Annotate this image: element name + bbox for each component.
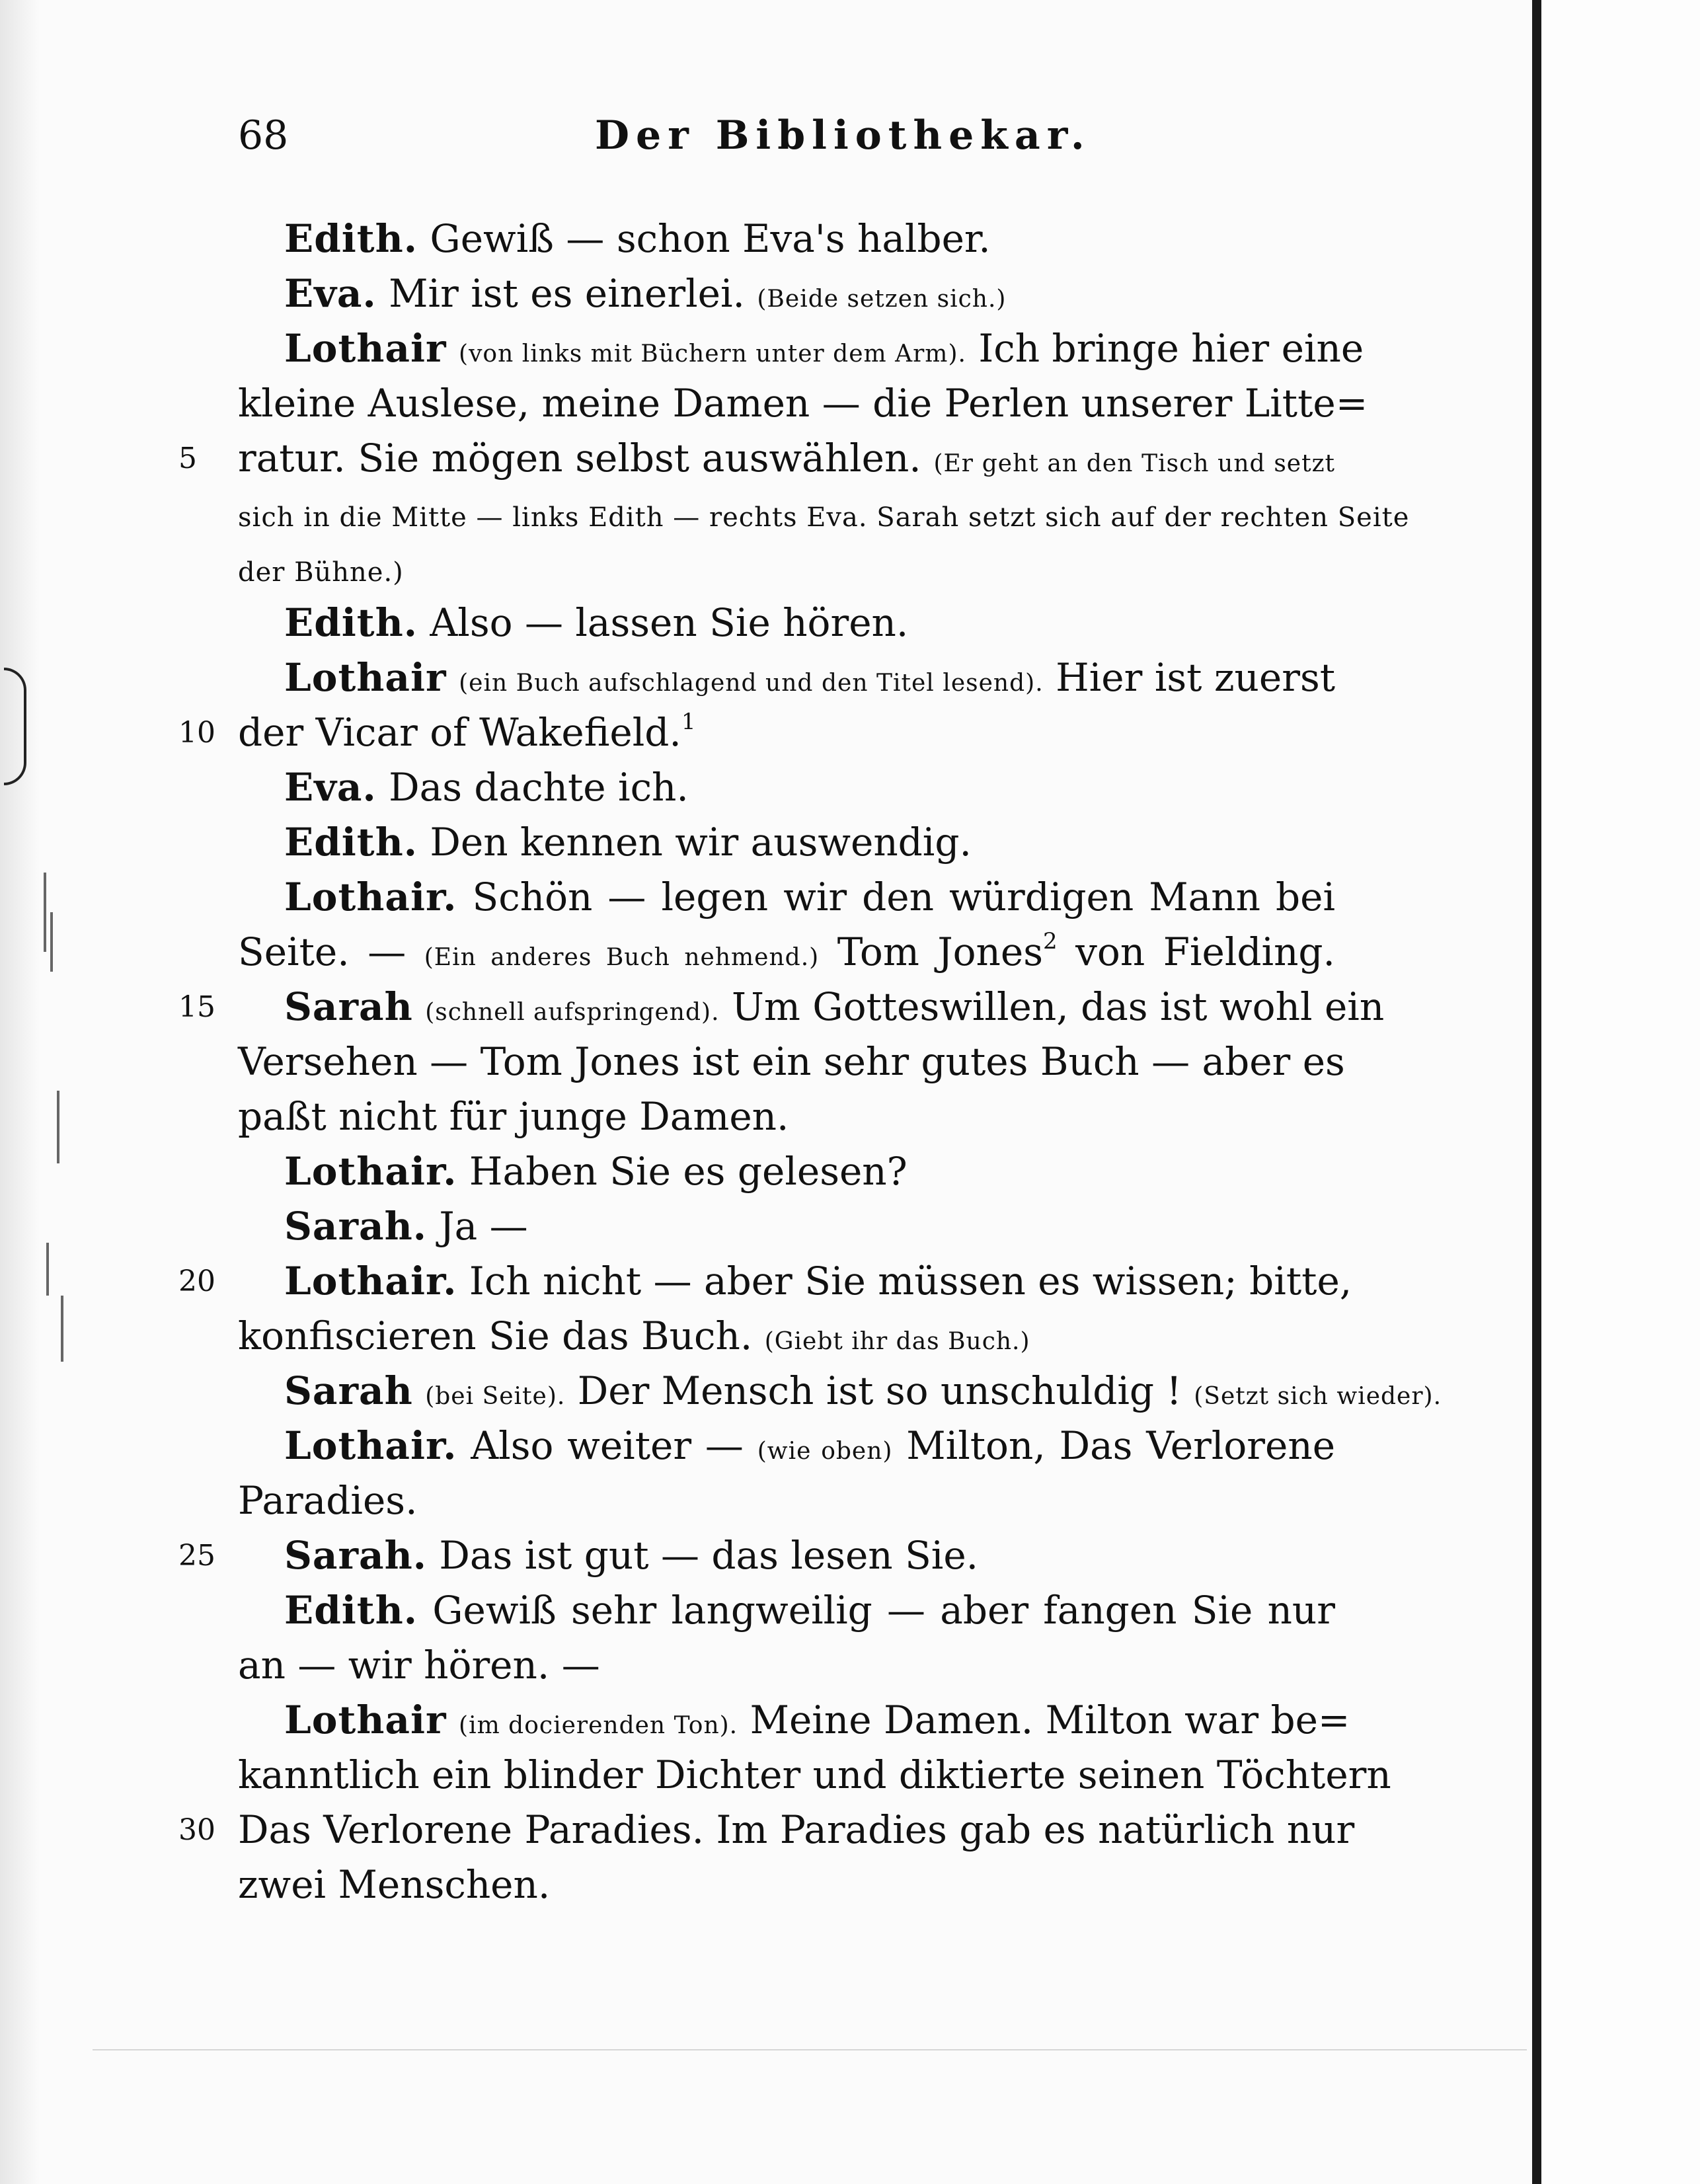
- dialogue: Der Mensch ist so unschuldig !: [577, 1368, 1182, 1413]
- speaker-name: Eva.: [284, 765, 377, 810]
- dialogue: Gewiß — schon Eva's halber.: [430, 216, 991, 261]
- text-line: [238, 1748, 1391, 1803]
- text-line: [238, 1583, 1335, 1638]
- dialogue: Also — lassen Sie hören.: [430, 600, 909, 645]
- line-number: 15: [178, 990, 215, 1024]
- stage-direction: der Bühne.): [238, 557, 404, 588]
- speaker-name: Lothair.: [284, 1149, 457, 1194]
- text-line: [178, 1803, 1355, 1857]
- running-title: Der Bibliothekar.: [595, 112, 1091, 159]
- dialogue: Schön — legen wir den würdigen Mann bei: [472, 875, 1336, 919]
- text-line: [238, 1857, 1335, 1912]
- speaker-name: Sarah: [284, 984, 413, 1029]
- dialogue: paßt nicht für junge Damen.: [238, 1094, 789, 1139]
- stage-direction: (schnell aufspringend).: [425, 999, 720, 1026]
- text-line: [238, 266, 1335, 321]
- stage-direction: (im docierenden Ton).: [459, 1712, 738, 1739]
- text-line: [238, 1144, 1335, 1199]
- dialogue: Also weiter —: [471, 1423, 744, 1468]
- text-line: [238, 1364, 1442, 1419]
- dialogue: Mir ist es einerlei.: [389, 271, 745, 316]
- facing-page-edge: [1541, 0, 1700, 2184]
- text-line: [238, 1089, 1335, 1144]
- stage-direction: (bei Seite).: [425, 1383, 566, 1410]
- dialogue: Das ist gut — das lesen Sie.: [439, 1533, 979, 1578]
- footnote-marker: 2: [1042, 928, 1058, 955]
- speaker-name: Lothair.: [284, 1259, 457, 1304]
- dialogue: Milton, Das Verlorene: [906, 1423, 1336, 1468]
- dialogue: Haben Sie es gelesen?: [469, 1149, 908, 1194]
- text-line: [238, 815, 1335, 870]
- speaker-name: Lothair.: [284, 1423, 457, 1468]
- text-line: [178, 705, 1335, 760]
- dialogue: Meine Damen. Milton war be=: [750, 1697, 1350, 1742]
- line-number: 5: [178, 442, 197, 475]
- running-header: [238, 112, 1335, 172]
- dialogue: Hier ist zuerst: [1056, 655, 1336, 700]
- text-line: [238, 870, 1335, 925]
- stage-direction: (Beide setzen sich.): [757, 286, 1007, 313]
- dialogue: Tom Jones: [837, 929, 1043, 974]
- margin-bleed-marks: [41, 873, 94, 1415]
- dialogue: von Fielding.: [1075, 929, 1335, 974]
- dialogue: Seite. —: [238, 929, 406, 974]
- speaker-name: Edith.: [284, 216, 418, 261]
- text-line: [238, 1473, 1335, 1528]
- dialogue: konfiscieren Sie das Buch.: [238, 1313, 753, 1358]
- stage-direction: (Setzt sich wieder).: [1194, 1383, 1442, 1410]
- speaker-name: Sarah.: [284, 1533, 427, 1578]
- footnote-marker: 1: [681, 709, 696, 735]
- dialogue: Gewiß sehr langweilig — aber fangen Sie nur: [432, 1588, 1336, 1633]
- dialogue: kleine Auslese, meine Damen — die Perlen unserer Litte=: [238, 381, 1368, 426]
- dialogue: Um Gotteswillen, das ist wohl ein: [731, 984, 1385, 1029]
- text-line: [178, 980, 1385, 1034]
- text-line: [238, 376, 1368, 431]
- dialogue: ratur. Sie mögen selbst auswählen.: [238, 436, 921, 481]
- speaker-name: Lothair: [284, 655, 447, 700]
- line-number: 10: [178, 716, 215, 750]
- text-line: [178, 1254, 1352, 1309]
- dialogue: Versehen — Tom Jones ist ein sehr gutes Buch — aber es: [238, 1039, 1345, 1084]
- line-number: 25: [178, 1539, 215, 1573]
- dialogue: Ich bringe hier eine: [978, 326, 1364, 371]
- text-line: [238, 541, 1335, 596]
- stage-direction: (von links mit Büchern unter dem Arm).: [459, 340, 966, 368]
- page-number: 68: [238, 112, 289, 159]
- dialogue: Das Verlorene Paradies. Im Paradies gab es natürlich nur: [238, 1807, 1355, 1852]
- text-line: [238, 1638, 1335, 1693]
- dialogue-text: [178, 212, 1442, 1912]
- dialogue: Den kennen wir auswendig.: [430, 820, 972, 865]
- page-bottom-shadow: [93, 2049, 1527, 2050]
- speaker-name: Edith.: [284, 1588, 418, 1633]
- dialogue: Ich nicht — aber Sie müssen es wissen; bitte,: [469, 1259, 1352, 1304]
- text-line: [238, 1034, 1345, 1089]
- speaker-name: Lothair: [284, 326, 447, 371]
- stage-direction: (wie oben): [757, 1438, 893, 1465]
- line-number: 20: [178, 1265, 215, 1298]
- stage-direction: (Ein anderes Buch nehmend.): [424, 944, 820, 971]
- speaker-name: Lothair.: [284, 875, 457, 919]
- text-line: [238, 596, 1335, 650]
- dialogue: an — wir hören. —: [238, 1643, 600, 1688]
- stage-direction: (ein Buch aufschlagend und den Titel lesend).: [459, 670, 1044, 697]
- text-line: [238, 760, 1335, 815]
- text-line: [178, 431, 1336, 486]
- stage-direction: sich in die Mitte — links Edith — rechts Eva. Sarah setzt sich auf der rechten Seite: [238, 502, 1410, 533]
- speaker-name: Edith.: [284, 600, 418, 645]
- dialogue: zwei Menschen.: [238, 1862, 551, 1907]
- dialogue: Das dachte ich.: [389, 765, 689, 810]
- text-line: [238, 1419, 1335, 1473]
- text-line: [238, 925, 1335, 980]
- dialogue: der Vicar of Wakefield.: [238, 710, 681, 755]
- line-number: 30: [178, 1813, 215, 1847]
- text-line: [238, 650, 1335, 705]
- speaker-name: Sarah.: [284, 1204, 427, 1249]
- dialogue: kanntlich ein blinder Dichter und diktierte seinen Töchtern: [238, 1752, 1391, 1797]
- stage-direction: (Giebt ihr das Buch.): [764, 1328, 1030, 1355]
- text-line: [238, 321, 1364, 376]
- speaker-name: Eva.: [284, 271, 377, 316]
- page-left-edge: [0, 0, 40, 2184]
- text-line: [238, 486, 1410, 541]
- text-line: [238, 1693, 1350, 1748]
- speaker-name: Edith.: [284, 820, 418, 865]
- text-line: [238, 1309, 1335, 1364]
- text-line: [238, 1199, 1335, 1254]
- page-gutter-bar: [1532, 0, 1541, 2184]
- speaker-name: Sarah: [284, 1368, 413, 1413]
- dialogue: Ja —: [439, 1204, 528, 1249]
- stage-direction: (Er geht an den Tisch und setzt: [933, 450, 1336, 477]
- speaker-name: Lothair: [284, 1697, 447, 1742]
- dialogue: Paradies.: [238, 1478, 418, 1523]
- text-line: [178, 1528, 1335, 1583]
- page-curl-mark: [4, 668, 26, 785]
- text-line: [238, 212, 1335, 266]
